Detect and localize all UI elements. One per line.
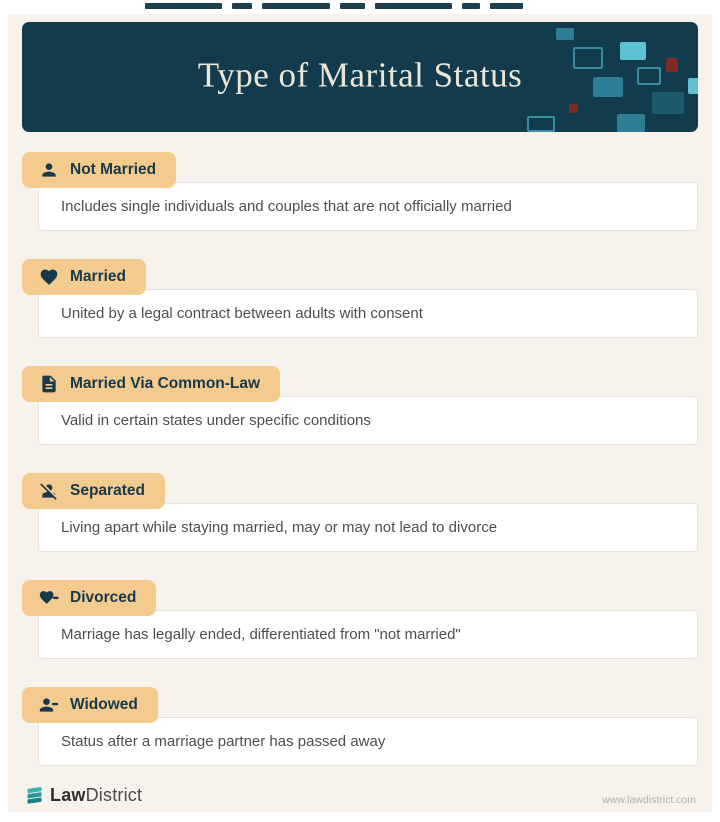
description-text: Living apart while staying married, may or may not lead to divorce [61, 519, 498, 536]
badge-not-married [22, 152, 176, 188]
decor-rect-icon [569, 104, 578, 113]
badge-label: Married [70, 268, 126, 285]
document-icon [39, 374, 59, 394]
badge-label: Divorced [70, 589, 137, 606]
decor-rect-icon [527, 116, 555, 132]
description-text: Status after a marriage partner has passed away [61, 733, 386, 750]
description-card [38, 182, 698, 231]
section-not-married [22, 152, 698, 231]
description-card [38, 503, 698, 552]
description-card [38, 717, 698, 766]
status-list [22, 152, 698, 794]
logo-text-district: District [85, 785, 143, 805]
section-separated [22, 473, 698, 552]
badge-married [22, 259, 146, 295]
description-text: Marriage has legally ended, differentiated from "not married" [61, 626, 461, 643]
badge-label: Married Via Common-Law [70, 375, 261, 392]
heart-minus-icon [39, 588, 59, 608]
decor-rect-icon [617, 114, 645, 132]
section-married [22, 259, 698, 338]
content-panel [8, 14, 712, 812]
website-url: www.lawdistrict.com [602, 794, 696, 806]
person-off-icon [39, 481, 59, 501]
page-title: Type of Marital Status [197, 55, 523, 95]
badge-label: Widowed [70, 696, 138, 713]
badge-common-law [22, 366, 280, 402]
decor-rect-icon [556, 28, 574, 40]
description-card [38, 610, 698, 659]
badge-divorced [22, 580, 156, 616]
section-common-law [22, 366, 698, 445]
heart-icon [39, 267, 59, 287]
description-text: Includes single individuals and couples that are not officially married [61, 198, 512, 215]
description-text: United by a legal contract between adults with consent [61, 305, 423, 322]
lawdistrict-logo-icon [24, 785, 45, 806]
badge-widowed [22, 687, 158, 723]
header-banner [22, 22, 698, 132]
description-text: Valid in certain states under specific conditions [61, 412, 371, 429]
person-icon [39, 160, 59, 180]
section-widowed [22, 687, 698, 766]
person-minus-icon [39, 695, 59, 715]
description-card [38, 396, 698, 445]
lawdistrict-logo [24, 785, 142, 806]
footer [22, 776, 698, 816]
badge-label: Separated [70, 482, 145, 499]
description-card [38, 289, 698, 338]
logo-text-law: Law [50, 785, 86, 805]
top-edge-dashes [145, 3, 523, 9]
badge-separated [22, 473, 165, 509]
section-divorced [22, 580, 698, 659]
badge-label: Not Married [70, 161, 157, 178]
